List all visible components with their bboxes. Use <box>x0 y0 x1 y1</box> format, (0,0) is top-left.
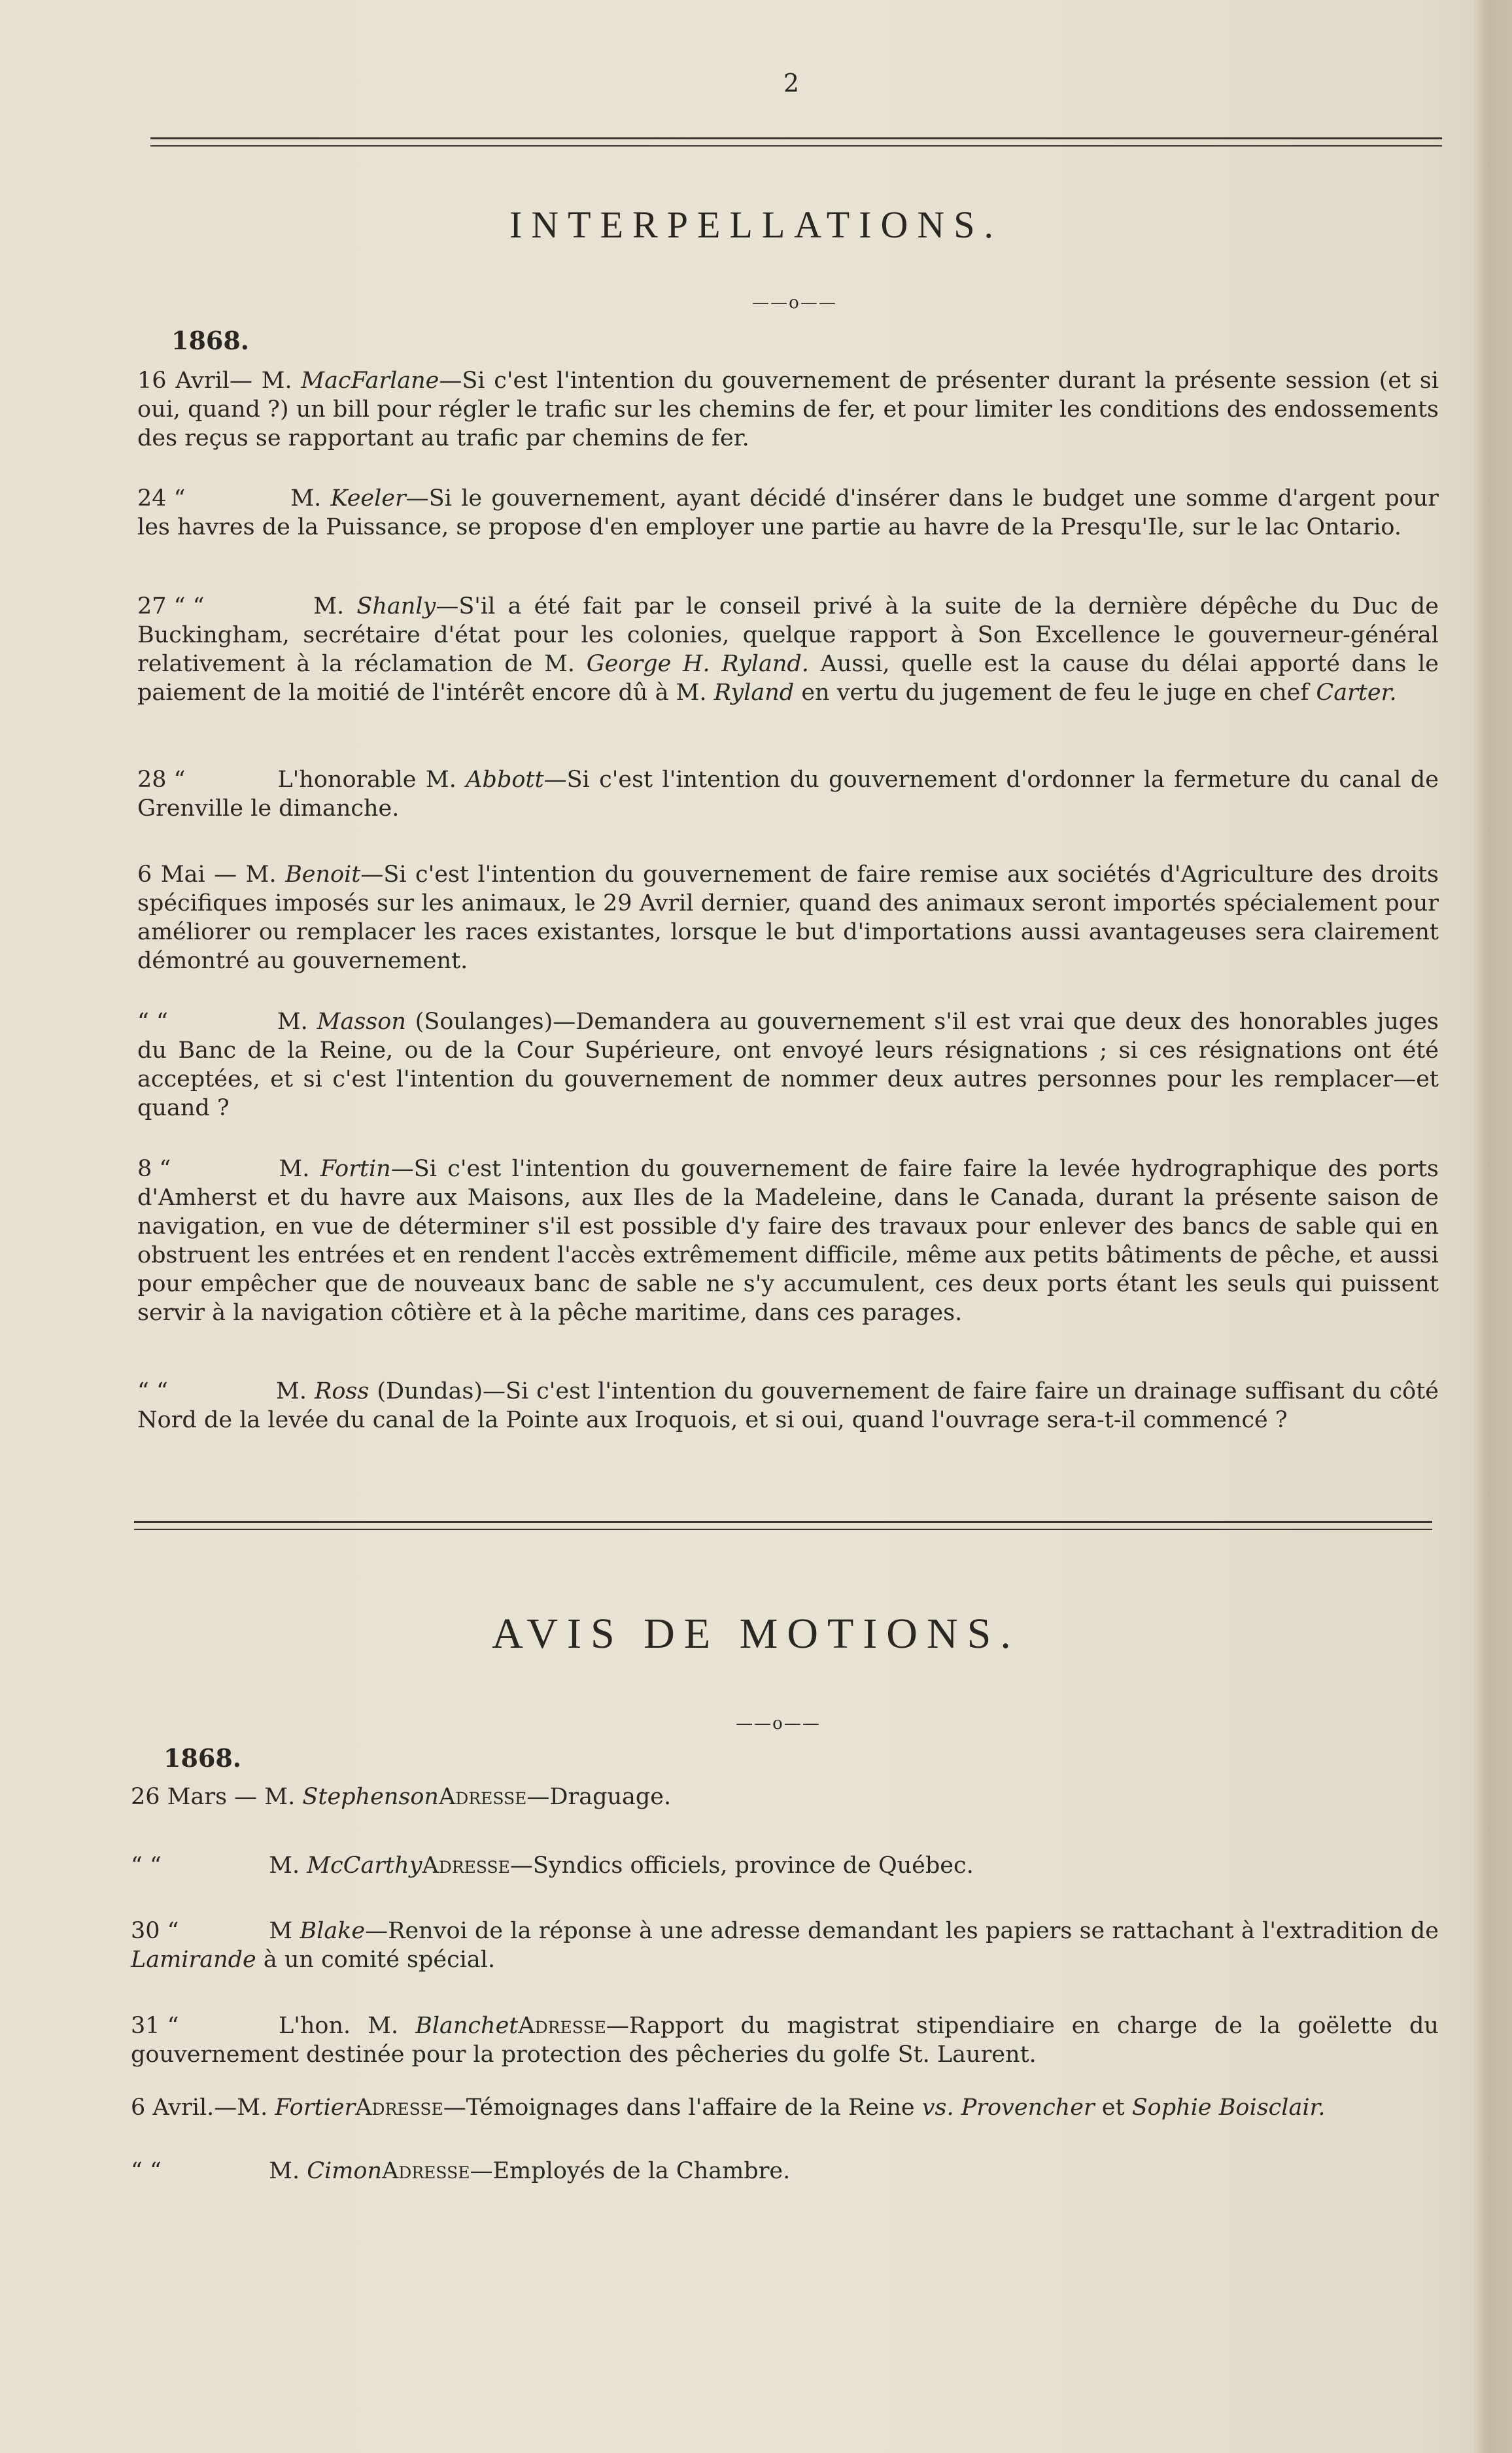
entry-prefix: L'honorable M. <box>277 767 456 793</box>
entry-date: 6 Avril.—M. <box>131 2095 268 2121</box>
entry-italic: Lamirande <box>131 1947 256 1973</box>
adresse-label: Adresse <box>355 2095 443 2121</box>
entry-text: —Rapport du magistrat stipendiaire en charge de la goëlette du gouvernement destinée pour la protection des pêcheries du golfe St. Laurent. <box>131 2013 1439 2068</box>
entry-prefix: M. <box>290 485 322 512</box>
member-name: Benoit <box>285 861 361 888</box>
entry-text: et <box>1094 2095 1132 2121</box>
interpellation-entry <box>137 592 1439 707</box>
entry-prefix: M <box>269 1918 293 1944</box>
entry-date: “ “ <box>137 1378 168 1404</box>
entry-date: 6 Mai — M. <box>137 861 277 888</box>
motion-entry <box>131 1917 1439 1974</box>
page-edge-shadow <box>1473 0 1512 2453</box>
entry-italic: Ryland <box>713 680 795 706</box>
entry-text: —Si le gouvernement, ayant décidé d'insérer dans le budget une somme d'argent pour les havres de la Puissance, se propose d'en employer une partie au havre de la Presqu'Ile, sur le lac Ontario. <box>137 485 1439 540</box>
interpellation-entry <box>137 1377 1439 1435</box>
member-name: Keeler <box>330 485 406 512</box>
member-name: Abbott <box>466 767 544 793</box>
adresse-label: Adresse <box>438 1784 527 1810</box>
interpellations-year: 1868. <box>171 326 249 355</box>
entry-text: à un comité spécial. <box>256 1947 496 1973</box>
motions-year: 1868. <box>163 1743 241 1773</box>
entry-prefix: M. <box>313 593 345 619</box>
motion-entry <box>131 2011 1439 2069</box>
member-name: Blake <box>300 1918 366 1944</box>
interpellation-entry <box>137 484 1439 542</box>
adresse-label: Adresse <box>422 1853 510 1879</box>
section-rule-second <box>134 1529 1432 1530</box>
top-rule <box>150 137 1442 139</box>
entry-date: “ “ <box>131 1853 162 1879</box>
top-rule-second <box>150 145 1442 147</box>
motion-entry <box>131 1851 1439 1880</box>
entry-text: —Renvoi de la réponse à une adresse demandant les papiers se rattachant à l'extradition de <box>365 1918 1439 1944</box>
entry-date: 8 “ <box>137 1156 171 1182</box>
entry-date: 24 “ <box>137 485 186 512</box>
interpellation-entry <box>137 860 1439 975</box>
entry-text: —Si c'est l'intention du gouvernement de faire faire la levée hydrographique des ports d'Amherst et du havre aux Maisons, aux Iles de la Madeleine, dans le Canada, durant la présente saison de navigation, en vue de déterminer s'il est possible d'y faire des travaux pour enlever des bancs de sable qui en obstruent les entrées et en rendent l'accès extrêmement difficile, même aux petits bâtiments de pêche, et aussi pour empêcher que de nouveaux banc de sable ne s'y accumulent, ces deux ports étant les seuls qui puissent servir à la navigation côtière et à la pêche maritime, dans ces parages. <box>137 1156 1439 1326</box>
entry-date: 16 Avril— M. <box>137 368 292 394</box>
entry-italic: George H. Ryland. <box>586 651 809 677</box>
interpellations-title: INTERPELLATIONS. <box>509 203 1003 246</box>
entry-text: en vertu du jugement de feu le juge en chef <box>794 680 1316 706</box>
interpellation-entry <box>137 1007 1439 1122</box>
entry-prefix: M. <box>276 1378 307 1404</box>
entry-text: —Employés de la Chambre. <box>470 2158 791 2184</box>
entry-text: —S'il a été fait par le conseil privé à la suite de la dernière dépêche du Duc de Buckingham, secrétaire d'état pour les colonies, quelque rapport à Son Excellence le gouverneur-général relativement à la réclamation de M. <box>137 593 1439 677</box>
motions-ornament: ——o—— <box>736 1714 821 1733</box>
interpellation-entry <box>137 765 1439 823</box>
interpellations-ornament: ——o—— <box>752 293 837 313</box>
motion-entry <box>131 2093 1439 2122</box>
entry-prefix: L'hon. M. <box>279 2013 399 2039</box>
entry-text: (Soulanges)—Demandera au gouvernement s'il est vrai que deux des honorables juges du Banc de la Reine, ou de la Cour Supérieure, ont envoyé leurs résignations ; si ces résignations ont été acceptées, et si c'est l'intention du gouvernement de nommer deux autres personnes pour les remplacer—et quand ? <box>137 1009 1439 1121</box>
entry-text: —Si c'est l'intention du gouvernement de présenter durant la présente session (et si oui, quand ?) un bill pour régler le trafic sur les chemins de fer, et pour limiter les conditions des endossements des reçus se rapportant au trafic par chemins de fer. <box>137 368 1439 451</box>
entry-text: —Draguage. <box>526 1784 672 1810</box>
member-name: Ross <box>314 1378 369 1404</box>
adresse-label: Adresse <box>382 2158 470 2184</box>
motion-entry <box>131 1783 1439 1811</box>
entry-date: 27 “ “ <box>137 593 205 619</box>
member-name: Masson <box>317 1009 406 1035</box>
interpellation-entry <box>137 366 1439 453</box>
entry-italic: Sophie Boisclair. <box>1131 2095 1326 2121</box>
member-name: Shanly <box>356 593 436 619</box>
entry-text: Aussi, quelle est la cause du délai apporté dans le paiement de la moitié de l'intérêt encore dû à M. <box>137 651 1439 706</box>
entry-prefix: M. <box>269 1853 300 1879</box>
page-number: 2 <box>783 69 800 97</box>
entry-text: —Témoignages dans l'affaire de la Reine <box>443 2095 922 2121</box>
entry-date: “ “ <box>131 2158 162 2184</box>
member-name: Cimon <box>307 2158 383 2184</box>
member-name: McCarthy <box>307 1853 422 1879</box>
section-rule <box>134 1521 1432 1523</box>
entry-prefix: M. <box>269 2158 300 2184</box>
entry-text: —Si c'est l'intention du gouvernement de faire remise aux sociétés d'Agriculture des droits spécifiques imposés sur les animaux, le 29 Avril dernier, quand des animaux seront importés spécialement pour améliorer ou remplacer les races existantes, lorsque le but d'importations aussi avantageuses sera clairement démontré au gouvernement. <box>137 861 1439 974</box>
entry-text: —Syndics officiels, province de Québec. <box>509 1853 974 1879</box>
entry-date: “ “ <box>137 1009 168 1035</box>
member-name: Fortin <box>320 1156 391 1182</box>
motion-entry <box>131 2157 1439 2185</box>
entry-italic: Carter. <box>1316 680 1397 706</box>
interpellation-entry <box>137 1155 1439 1327</box>
entry-prefix: M. <box>277 1009 308 1035</box>
member-name: MacFarlane <box>301 368 439 394</box>
member-name: Fortier <box>275 2095 356 2121</box>
entry-date: 31 “ <box>131 2013 179 2039</box>
entry-prefix: M. <box>279 1156 310 1182</box>
motions-title: AVIS DE MOTIONS. <box>492 1610 1020 1658</box>
member-name: Blanchet <box>415 2013 519 2039</box>
entry-date: 26 Mars — M. <box>131 1784 296 1810</box>
entry-text: —Si c'est l'intention du gouvernement d'ordonner la fermeture du canal de Grenville le dimanche. <box>137 767 1439 822</box>
entry-date: 30 “ <box>131 1918 179 1944</box>
adresse-label: Adresse <box>518 2013 606 2039</box>
entry-text: (Dundas)—Si c'est l'intention du gouvernement de faire faire un drainage suffisant du côté Nord de la levée du canal de la Pointe aux Iroquois, et si oui, quand l'ouvrage sera-t-il commencé ? <box>137 1378 1439 1433</box>
entry-italic: vs. Provencher <box>921 2095 1095 2121</box>
member-name: Stephenson <box>302 1784 439 1810</box>
entry-date: 28 “ <box>137 767 186 793</box>
